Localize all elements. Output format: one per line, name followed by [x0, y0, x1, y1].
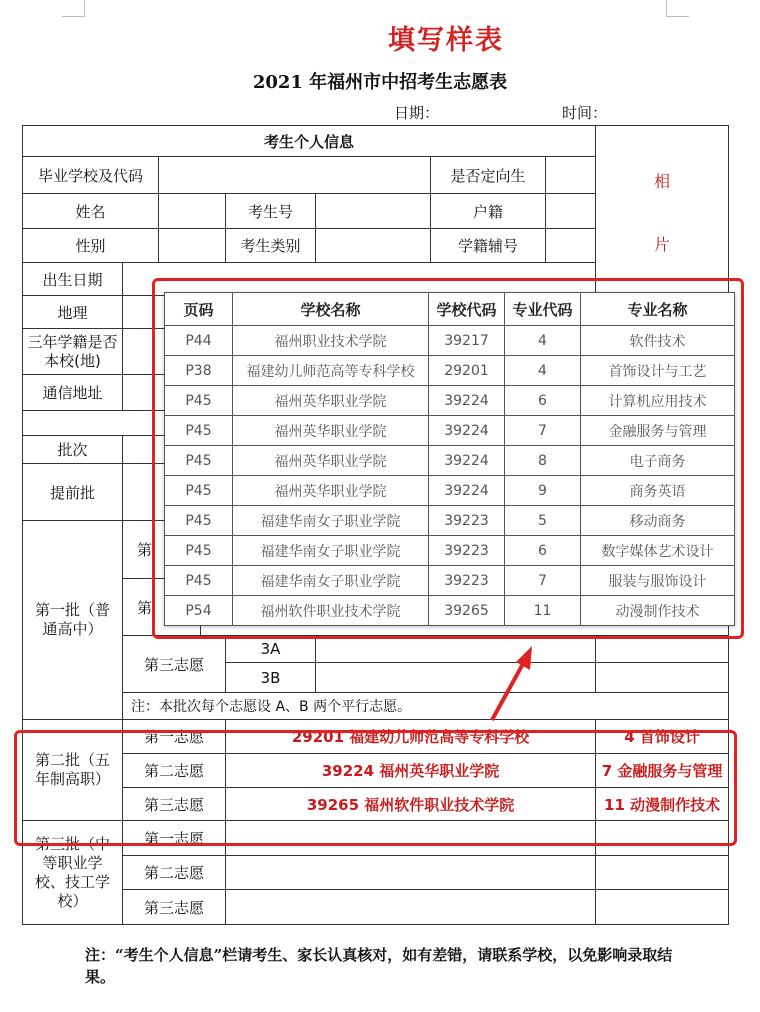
batch3-choice2-label: 第二志愿	[123, 856, 226, 890]
batch3-label: 第三批（中等职业学校、技工学校）	[23, 821, 123, 925]
photo-char-2: 片	[654, 235, 671, 254]
birth-date-label: 出生日期	[23, 263, 123, 296]
batch1-label: 第一批（普通高中）	[23, 521, 123, 720]
targeted-student-field[interactable]	[546, 157, 596, 194]
early-batch-label: 提前批	[23, 464, 123, 521]
status-no-label: 学籍辅号	[431, 229, 546, 263]
table-cell: P54	[165, 596, 233, 626]
header-page: 页码	[165, 293, 233, 326]
pointer-arrow-icon	[480, 640, 550, 730]
table-cell: 福建华南女子职业学院	[233, 506, 429, 536]
section-personal-info: 考生个人信息	[23, 126, 596, 157]
batch3-choice1-label: 第一志愿	[123, 821, 226, 856]
form-title: 2021 年福州市中招考生志愿表	[252, 72, 508, 93]
batch2-choice2-major[interactable]: 7 金融服务与管理	[596, 754, 729, 788]
table-cell: 39223	[429, 566, 505, 596]
table-cell: P38	[165, 356, 233, 386]
table-cell: 39223	[429, 536, 505, 566]
exam-type-field[interactable]	[316, 229, 431, 263]
status-no-field[interactable]	[546, 229, 596, 263]
table-cell: 39224	[429, 386, 505, 416]
batch3-choice3-label: 第三志愿	[123, 890, 226, 925]
option-3b-field[interactable]	[316, 663, 596, 693]
geography-label: 地理	[23, 296, 123, 329]
table-cell: 29201	[429, 356, 505, 386]
exam-type-label: 考生类别	[226, 229, 316, 263]
header-school-name: 学校名称	[233, 293, 429, 326]
batch2-choice2-school[interactable]: 39224 福州英华职业学院	[226, 754, 596, 788]
table-cell: 福州英华职业学院	[233, 476, 429, 506]
table-cell: 39224	[429, 476, 505, 506]
option-3a-field[interactable]	[316, 636, 596, 663]
gender-label: 性别	[23, 229, 159, 263]
batch2-label: 第二批（五年制高职）	[23, 720, 123, 821]
option-3a: 3A	[226, 636, 316, 663]
table-cell: 福州英华职业学院	[233, 416, 429, 446]
address-label: 通信地址	[23, 375, 123, 411]
table-cell: 福州英华职业学院	[233, 446, 429, 476]
table-cell: P45	[165, 566, 233, 596]
table-cell: 7	[505, 416, 581, 446]
table-cell: 11	[505, 596, 581, 626]
table-cell: P45	[165, 416, 233, 446]
school-code-field[interactable]	[159, 157, 431, 194]
batch2-choice3-school[interactable]: 39265 福州软件职业技术学院	[226, 788, 596, 821]
table-cell: 8	[505, 446, 581, 476]
table-cell: 福建幼儿师范高等专科学校	[233, 356, 429, 386]
time-label: 时间：	[562, 104, 608, 122]
crop-mark-top-left	[62, 0, 85, 17]
crop-mark-top-right	[666, 0, 689, 17]
exam-no-label: 考生号	[226, 194, 316, 229]
highlight-batch2	[14, 730, 737, 846]
sample-label: 填写样表	[388, 25, 504, 56]
table-cell: 动漫制作技术	[581, 596, 735, 626]
school-code-label: 毕业学校及代码	[23, 157, 159, 194]
three-year-status-label: 三年学籍是否本校(地)	[23, 329, 123, 375]
name-label: 姓名	[23, 194, 159, 229]
table-cell: 39265	[429, 596, 505, 626]
header-school-code: 学校代码	[429, 293, 505, 326]
table-cell: 计算机应用技术	[581, 386, 735, 416]
batch2-choice2-label: 第二志愿	[123, 754, 226, 788]
table-cell: P45	[165, 476, 233, 506]
name-field[interactable]	[159, 194, 226, 229]
footer-note: 注：“考生个人信息”栏请考生、家长认真核对，如有差错，请联系学校，以免影响录取结果。	[85, 946, 673, 986]
table-cell: 首饰设计与工艺	[581, 356, 735, 386]
table-cell: 数字媒体艺术设计	[581, 536, 735, 566]
batch2-choice3-label: 第三志愿	[123, 788, 226, 821]
table-cell: 4	[505, 356, 581, 386]
batch2-choice1-label: 第一志愿	[123, 720, 226, 754]
hukou-field[interactable]	[546, 194, 596, 229]
table-cell: P45	[165, 446, 233, 476]
table-cell: 福州职业技术学院	[233, 326, 429, 356]
table-cell: P45	[165, 536, 233, 566]
table-cell: 电子商务	[581, 446, 735, 476]
exam-no-field[interactable]	[316, 194, 431, 229]
table-cell: 6	[505, 536, 581, 566]
table-cell: 福建华南女子职业学院	[233, 536, 429, 566]
batch1-note: 注：本批次每个志愿设 A、B 两个平行志愿。	[123, 693, 729, 720]
table-cell: 商务英语	[581, 476, 735, 506]
hukou-label: 户籍	[431, 194, 546, 229]
header-major-name: 专业名称	[581, 293, 735, 326]
photo-char-1: 相	[654, 172, 671, 191]
highlight-reference-table	[152, 278, 744, 639]
batch-label: 批次	[23, 436, 123, 464]
table-cell: 39224	[429, 416, 505, 446]
table-cell: 福州英华职业学院	[233, 386, 429, 416]
batch1-choice3-label: 第三志愿	[123, 636, 226, 693]
header-major-code: 专业代码	[505, 293, 581, 326]
table-cell: 39223	[429, 506, 505, 536]
table-cell: P45	[165, 386, 233, 416]
table-cell: 7	[505, 566, 581, 596]
table-cell: 39217	[429, 326, 505, 356]
batch2-choice1-major[interactable]: 4 首饰设计	[596, 720, 729, 754]
table-cell: 5	[505, 506, 581, 536]
table-cell: 39224	[429, 446, 505, 476]
option-3b: 3B	[226, 663, 316, 693]
date-label: 日期：	[394, 104, 440, 122]
table-cell: 4	[505, 326, 581, 356]
gender-field[interactable]	[159, 229, 226, 263]
table-cell: 移动商务	[581, 506, 735, 536]
table-cell: 软件技术	[581, 326, 735, 356]
photo-box	[596, 126, 729, 296]
batch1-choice2-label: 第	[123, 579, 201, 636]
table-cell: 服装与服饰设计	[581, 566, 735, 596]
batch1-choice1-label: 第	[123, 521, 201, 579]
table-cell: 9	[505, 476, 581, 506]
table-cell: 6	[505, 386, 581, 416]
targeted-student-label: 是否定向生	[431, 157, 546, 194]
table-cell: P44	[165, 326, 233, 356]
table-cell: 福州软件职业技术学院	[233, 596, 429, 626]
table-cell: 福建华南女子职业学院	[233, 566, 429, 596]
table-cell: 金融服务与管理	[581, 416, 735, 446]
table-cell: P45	[165, 506, 233, 536]
batch2-choice3-major[interactable]: 11 动漫制作技术	[596, 788, 729, 821]
batch2-choice1-school[interactable]: 29201 福建幼儿师范高等专科学校	[226, 720, 596, 754]
